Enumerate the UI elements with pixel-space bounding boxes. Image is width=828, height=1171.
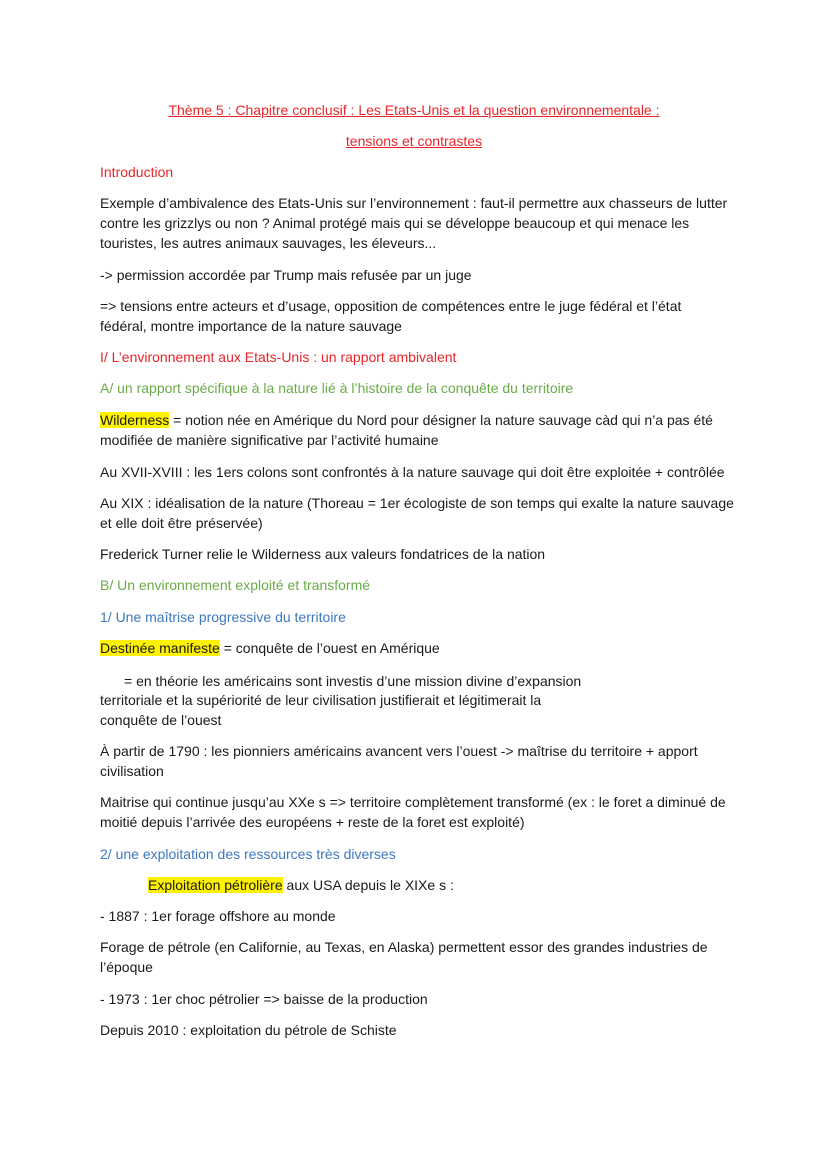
1790-paragraph: À partir de 1790 : les pionniers américains avancent vers l’ouest -> maîtrise du territoire + apport civilisation — [100, 743, 698, 779]
destinee-definition: = conquête de l’ouest en Amérique — [219, 640, 440, 656]
destinee-explanation-line-2: territoriale et la supériorité de leur civilisation justifierait et légitimerait la — [100, 692, 542, 708]
destinee-term: Destinée manifeste — [100, 640, 220, 656]
part1-a-heading: A/ un rapport spécifique à la nature lié à l’histoire de la conquête du territoire — [100, 380, 574, 396]
title-line-1: Thème 5 : Chapitre conclusif : Les Etats-Unis et la question environnementale : — [168, 102, 660, 118]
maitrise-paragraph: Maitrise qui continue jusqu’au XXe s => territoire complètement transformé (ex : le foret a diminué de moitié depuis l’arrivée des européens + reste de la foret est exploité) — [100, 794, 726, 830]
part1-b2-heading: 2/ une exploitation des ressources très diverses — [100, 846, 396, 862]
petrole-term: Exploitation pétrolière — [148, 877, 283, 893]
petrole-paragraph — [148, 875, 788, 895]
intro-paragraph-3: => tensions entre acteurs et d’usage, opposition de compétences entre le juge fédéral et l’état fédéral, montre importance de la nature sauvage — [100, 298, 682, 334]
part1-b1-heading: 1/ Une maîtrise progressive du territoire — [100, 609, 346, 625]
part1-heading: I/ L’environnement aux Etats-Unis : un rapport ambivalent — [100, 349, 457, 365]
title-line-2: tensions et contrastes — [345, 133, 483, 149]
forage-paragraph: Forage de pétrole (en Californie, au Texas, en Alaska) permettent essor des grandes industries de l’époque — [100, 939, 708, 975]
intro-paragraph-2: -> permission accordée par Trump mais refusée par un juge — [100, 267, 472, 283]
1887-paragraph: - 1887 : 1er forage offshore au monde — [100, 908, 336, 924]
destinee-paragraph — [100, 638, 740, 658]
2010-paragraph: Depuis 2010 : exploitation du pétrole de Schiste — [100, 1022, 397, 1038]
1973-paragraph: - 1973 : 1er choc pétrolier => baisse de la production — [100, 991, 428, 1007]
intro-heading: Introduction — [100, 164, 174, 180]
destinee-explanation-line-1: = en théorie les américains sont investis d’une mission divine d’expansion — [124, 673, 582, 689]
petrole-rest: aux USA depuis le XIXe s : — [282, 877, 454, 893]
part1-b-heading: B/ Un environnement exploité et transformé — [100, 577, 371, 593]
wilderness-paragraph — [100, 410, 725, 450]
xix-paragraph: Au XIX : idéalisation de la nature (Thoreau = 1er écologiste de son temps qui exalte la nature sauvage et elle doit être préservée) — [100, 495, 734, 531]
turner-paragraph: Frederick Turner relie le Wilderness aux valeurs fondatrices de la nation — [100, 546, 546, 562]
destinee-explanation-line-3: conquête de l’ouest — [100, 712, 222, 728]
wilderness-definition: = notion née en Amérique du Nord pour désigner la nature sauvage càd qui n’a pas été modifiée de manière significative par l’activité humaine — [100, 412, 713, 448]
xvii-paragraph: Au XVII-XVIII : les 1ers colons sont confrontés à la nature sauvage qui doit être exploitée + contrôlée — [100, 464, 725, 480]
intro-paragraph-1: Exemple d’ambivalence des Etats-Unis sur l’environnement : faut-il permettre aux chasseurs de lutter contre les grizzlys ou non ? Animal protégé mais qui se développe beaucoup et qui menace les touristes, les autres animaux sauvages, les éleveurs... — [100, 195, 728, 251]
wilderness-term: Wilderness — [100, 412, 170, 428]
